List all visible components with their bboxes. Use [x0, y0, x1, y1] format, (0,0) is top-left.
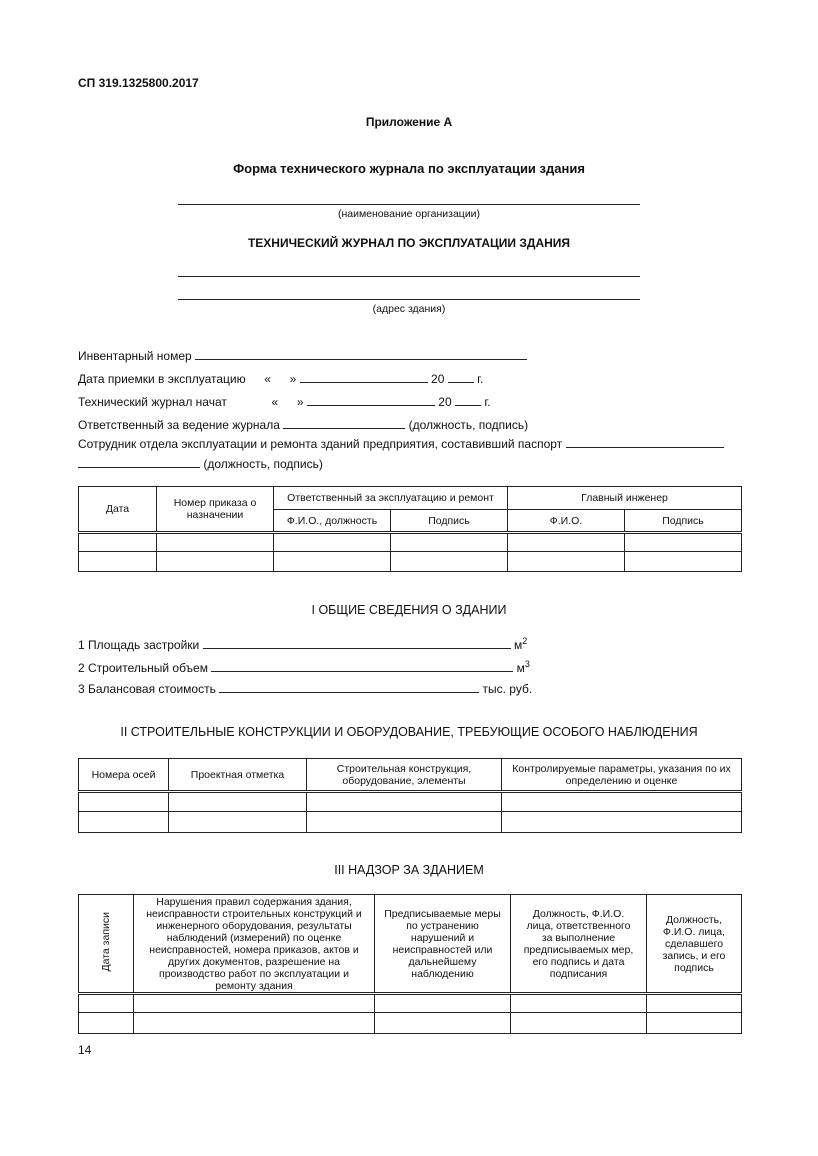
table-cell[interactable]: [391, 533, 508, 552]
table-cell[interactable]: [307, 792, 502, 812]
responsible-persons-table: [78, 486, 742, 572]
header-prescribed-measures: Предписываемые меры по устранению нарушений и неисправностей или дальнейшему наблюдению: [375, 895, 511, 994]
position-sign-caption: (должность, подпись): [408, 418, 529, 432]
table-cell[interactable]: [508, 533, 625, 552]
employee-label: Сотрудник отдела эксплуатации и ремонта зданий предприятия, составивший паспорт: [78, 437, 563, 451]
area-row: [78, 634, 527, 652]
table-cell[interactable]: [375, 994, 511, 1013]
table-row: [79, 812, 742, 833]
quote-open: «: [271, 395, 279, 409]
address-line-1: [178, 276, 640, 277]
journal-title: ТЕХНИЧЕСКИЙ ЖУРНАЛ ПО ЭКСПЛУАТАЦИИ ЗДАНИЯ: [247, 236, 571, 250]
table-cell[interactable]: [647, 1013, 742, 1034]
table-cell[interactable]: [79, 533, 157, 552]
header-design-mark: Проектная отметка: [169, 759, 307, 792]
header-chief-engineer: Главный инженер: [508, 487, 742, 510]
year-suffix: г.: [484, 395, 491, 409]
table-cell[interactable]: [307, 812, 502, 833]
volume-label: 2 Строительный объем: [78, 661, 208, 675]
volume-field[interactable]: [211, 660, 513, 672]
started-year-field[interactable]: [455, 394, 481, 406]
acceptance-date-row: [78, 371, 483, 386]
table-cell[interactable]: [274, 552, 391, 572]
table-cell[interactable]: [79, 792, 169, 812]
table-cell[interactable]: [647, 994, 742, 1013]
address-caption: (адрес здания): [372, 303, 446, 315]
responsible-label: Ответственный за ведение журнала: [78, 418, 280, 432]
header-signature: Подпись: [391, 510, 508, 533]
journal-started-row: [78, 394, 491, 409]
started-label: Технический журнал начат: [78, 395, 227, 409]
area-field[interactable]: [203, 637, 511, 649]
year-suffix: г.: [477, 372, 484, 386]
header-record-date-text: Дата записи: [100, 912, 112, 972]
acceptance-month-field[interactable]: [300, 371, 428, 383]
cost-field[interactable]: [219, 681, 479, 693]
table-cell[interactable]: [511, 1013, 647, 1034]
cost-label: 3 Балансовая стоимость: [78, 682, 216, 696]
cost-row: [78, 681, 532, 696]
employee-row: [78, 436, 724, 451]
address-line-2: [178, 299, 640, 300]
acceptance-label: Дата приемки в эксплуатацию: [78, 372, 246, 386]
employee-field[interactable]: [566, 436, 724, 448]
header-axes-numbers: Номера осей: [79, 759, 169, 792]
appendix-title: Приложение А: [365, 115, 453, 129]
table-cell[interactable]: [157, 552, 274, 572]
table-cell[interactable]: [502, 792, 742, 812]
header-controlled-parameters: Контролируемые параметры, указания по их определению и оценке: [502, 759, 742, 792]
volume-row: [78, 657, 530, 675]
organization-caption: (наименование организации): [337, 208, 481, 220]
table-cell[interactable]: [625, 552, 742, 572]
acceptance-year-field[interactable]: [448, 371, 474, 383]
quote-open: «: [264, 372, 271, 386]
table-cell[interactable]: [79, 1013, 134, 1034]
inventory-number-field[interactable]: [195, 348, 527, 360]
area-label: 1 Площадь застройки: [78, 638, 200, 652]
table-cell[interactable]: [508, 552, 625, 572]
structures-table: [78, 758, 742, 833]
area-unit-exponent: 2: [522, 636, 528, 646]
header-structure: Строительная конструкция, оборудование, элементы: [307, 759, 502, 792]
header-fio-position: Ф.И.О., должность: [274, 510, 391, 533]
header-violations: Нарушения правил содержания здания, неисправности строительных конструкций и инженерного оборудования, результаты наблюдений (измерений) по оценке неисправностей, номера приказов, актов и других документов, разрешение на производство работ по эксплуатации и ремонту здания: [134, 895, 375, 994]
table-row: [79, 792, 742, 812]
header-fio: Ф.И.О.: [508, 510, 625, 533]
header-responsible-group: Ответственный за эксплуатацию и ремонт: [274, 487, 508, 510]
employee-position-caption: (должность, подпись): [203, 457, 323, 471]
year-prefix: 20: [438, 395, 452, 409]
table-cell[interactable]: [79, 552, 157, 572]
page-number: 14: [78, 1043, 92, 1057]
responsible-field[interactable]: [283, 417, 405, 429]
table-cell[interactable]: [157, 533, 274, 552]
table-cell[interactable]: [625, 533, 742, 552]
year-prefix: 20: [431, 372, 445, 386]
table-row: [79, 1013, 742, 1034]
document-code: СП 319.1325800.2017: [78, 76, 199, 90]
table-cell[interactable]: [502, 812, 742, 833]
volume-unit-exponent: 3: [524, 659, 530, 669]
area-unit: м: [513, 638, 523, 652]
header-signature: Подпись: [625, 510, 742, 533]
header-recorder: Должность, Ф.И.О. лица, сделавшего запись, и его подпись: [647, 895, 742, 994]
section-2-title: II СТРОИТЕЛЬНЫЕ КОНСТРУКЦИИ И ОБОРУДОВАНИЕ, ТРЕБУЮЩИЕ ОСОБОГО НАБЛЮДЕНИЯ: [120, 725, 698, 739]
cost-unit: тыс. руб.: [482, 682, 533, 696]
header-record-date: [79, 895, 134, 994]
header-responsible-person: Должность, Ф.И.О. лица, ответственного за выполнение предписываемых мер, его подпись и дата подписания: [511, 895, 647, 994]
table-cell[interactable]: [274, 533, 391, 552]
responsible-row: [78, 417, 528, 432]
table-cell[interactable]: [391, 552, 508, 572]
supervision-table: [78, 894, 742, 1034]
header-date: Дата: [79, 487, 157, 533]
header-order-number: Номер приказа о назначении: [157, 487, 274, 533]
section-1-title: I ОБЩИЕ СВЕДЕНИЯ О ЗДАНИИ: [311, 603, 507, 617]
table-cell[interactable]: [375, 1013, 511, 1034]
table-cell[interactable]: [134, 994, 375, 1013]
section-3-title: III НАДЗОР ЗА ЗДАНИЕМ: [334, 863, 484, 877]
table-row: [79, 552, 742, 572]
table-row: [79, 994, 742, 1013]
table-cell[interactable]: [79, 994, 134, 1013]
organization-name-line: [178, 204, 640, 205]
form-title: Форма технического журнала по эксплуатации здания: [233, 161, 585, 176]
table-cell[interactable]: [134, 1013, 375, 1034]
table-cell[interactable]: [169, 792, 307, 812]
table-cell[interactable]: [511, 994, 647, 1013]
quote-close: »: [289, 372, 297, 386]
volume-unit: м: [516, 661, 525, 675]
table-cell[interactable]: [79, 812, 169, 833]
inventory-number-row: [78, 348, 527, 363]
started-month-field[interactable]: [307, 394, 435, 406]
quote-close: »: [296, 395, 304, 409]
employee-position-field[interactable]: [78, 456, 200, 468]
table-row: [79, 533, 742, 552]
table-cell[interactable]: [169, 812, 307, 833]
inventory-label: Инвентарный номер: [78, 349, 192, 363]
employee-row-2: [78, 456, 323, 471]
